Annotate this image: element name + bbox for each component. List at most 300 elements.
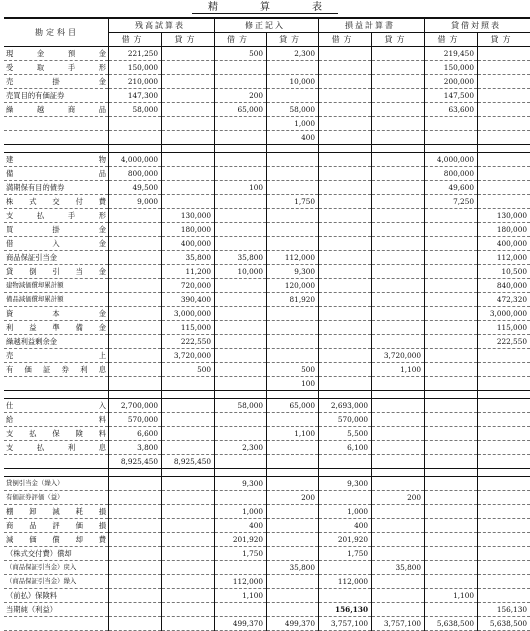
gap-cell (267, 469, 319, 477)
amount-cell: 3,720,000 (372, 349, 425, 363)
account-char: 売 (6, 351, 14, 360)
amount-cell (215, 209, 267, 223)
gap-cell (477, 145, 530, 153)
gap-cell (372, 469, 425, 477)
amount-cell (477, 547, 530, 561)
table-row (4, 603, 530, 617)
amount-cell (425, 603, 478, 617)
account-name (4, 237, 109, 251)
account-char: 資 (6, 309, 14, 318)
table-row (4, 413, 530, 427)
amount-cell (319, 181, 372, 195)
amount-cell (319, 279, 372, 293)
amount-cell (109, 293, 162, 307)
amount-cell (162, 153, 215, 167)
amount-cell (372, 377, 425, 391)
amount-cell (372, 153, 425, 167)
account-char: 備 (75, 323, 83, 332)
table-row (4, 533, 530, 547)
amount-cell (372, 209, 425, 223)
amount-cell (477, 505, 530, 519)
gap-cell (425, 145, 478, 153)
amount-cell (162, 181, 215, 195)
amount-cell (477, 153, 530, 167)
account-char: 備 (6, 169, 14, 178)
amount-cell (215, 603, 267, 617)
account-char: 料 (98, 415, 107, 424)
account-name (4, 265, 109, 279)
amount-cell: 180,000 (162, 223, 215, 237)
amount-cell (109, 321, 162, 335)
account-char: 費 (98, 535, 107, 544)
amount-cell (425, 363, 478, 377)
amount-cell: 100 (267, 377, 319, 391)
amount-cell (425, 223, 478, 237)
amount-cell: 2,300 (215, 441, 267, 455)
account-name-spread (6, 75, 108, 88)
amount-cell (372, 47, 425, 61)
amount-cell: 115,000 (162, 321, 215, 335)
amount-cell: 65,000 (267, 399, 319, 413)
table-row (4, 181, 530, 195)
worksheet-table (4, 17, 530, 631)
amount-cell: 200 (372, 491, 425, 505)
amount-cell: 58,000 (215, 399, 267, 413)
amount-cell (425, 307, 478, 321)
table-row (4, 617, 530, 631)
account-name-spread (6, 103, 108, 116)
amount-cell: 115,000 (477, 321, 530, 335)
amount-cell (477, 47, 530, 61)
amount-cell (109, 265, 162, 279)
account-name: 当期純（利益） (4, 603, 109, 617)
amount-cell: 2,693,000 (319, 399, 372, 413)
amount-cell (425, 251, 478, 265)
account-char: 預 (67, 49, 76, 58)
header-income-statement: 損益計算書 (319, 18, 425, 33)
amount-cell (162, 167, 215, 181)
amount-cell (267, 533, 319, 547)
amount-cell (109, 589, 162, 603)
amount-cell: 6,100 (319, 441, 372, 455)
amount-cell (162, 441, 215, 455)
amount-cell (215, 237, 267, 251)
table-row (4, 335, 530, 349)
table-row (4, 399, 530, 413)
amount-cell: 200 (267, 491, 319, 505)
amount-cell (477, 195, 530, 209)
amount-cell: 9,300 (267, 265, 319, 279)
account-name: 貸倒引当金（繰入） (4, 477, 109, 491)
amount-cell (267, 223, 319, 237)
amount-cell (109, 617, 162, 631)
account-char: 利 (67, 443, 76, 452)
amount-cell (267, 519, 319, 533)
account-char: 交 (52, 197, 60, 206)
account-char: 評 (52, 521, 60, 530)
amount-cell (267, 505, 319, 519)
amount-cell (109, 533, 162, 547)
account-name: 建物減価償却累計額 (4, 279, 109, 293)
account-char: 益 (29, 323, 37, 332)
amount-cell: 840,000 (477, 279, 530, 293)
account-char: 越 (36, 105, 45, 114)
header-debit: 借方 (319, 33, 372, 47)
account-char: 建 (6, 155, 14, 164)
amount-cell: 10,500 (477, 265, 530, 279)
amount-cell (425, 575, 478, 589)
account-char: 息 (98, 365, 107, 374)
amount-cell: 4,000,000 (109, 153, 162, 167)
amount-cell (319, 251, 372, 265)
amount-cell: 130,000 (162, 209, 215, 223)
amount-cell (372, 103, 425, 117)
amount-cell (267, 167, 319, 181)
amount-cell (162, 575, 215, 589)
account-char: 入 (98, 401, 107, 410)
account-char: 耗 (75, 507, 83, 516)
amount-cell (372, 195, 425, 209)
header-debit: 借方 (215, 33, 267, 47)
amount-cell (267, 237, 319, 251)
gap-cell (215, 469, 267, 477)
amount-cell (162, 377, 215, 391)
amount-cell: 1,100 (215, 589, 267, 603)
account-char: 準 (52, 323, 60, 332)
amount-cell (319, 47, 372, 61)
amount-cell: 112,000 (319, 575, 372, 589)
amount-cell (162, 491, 215, 505)
account-char: 商 (6, 521, 14, 530)
amount-cell (477, 589, 530, 603)
amount-cell (372, 441, 425, 455)
amount-cell (215, 61, 267, 75)
amount-cell (425, 491, 478, 505)
amount-cell (319, 61, 372, 75)
header-credit: 貸方 (267, 33, 319, 47)
amount-cell (319, 223, 372, 237)
amount-cell (477, 167, 530, 181)
account-char: 息 (98, 443, 107, 452)
account-name (4, 153, 109, 167)
amount-cell: 10,000 (267, 75, 319, 89)
account-char: 棚 (6, 507, 14, 516)
amount-cell (477, 131, 530, 145)
amount-cell (162, 117, 215, 131)
amount-cell (162, 413, 215, 427)
amount-cell: 5,500 (319, 427, 372, 441)
account-name (4, 47, 109, 61)
amount-cell (425, 349, 478, 363)
header-adjustments: 修正記入 (215, 18, 319, 33)
amount-cell (162, 399, 215, 413)
account-char: 倒 (29, 267, 37, 276)
amount-cell (425, 455, 478, 469)
account-char: 価 (29, 535, 37, 544)
amount-cell (162, 131, 215, 145)
account-char: 仕 (6, 401, 14, 410)
amount-cell (215, 75, 267, 89)
amount-cell (425, 399, 478, 413)
account-char: 買 (6, 225, 14, 234)
account-name (4, 61, 109, 75)
table-row (4, 131, 530, 145)
amount-cell (425, 237, 478, 251)
header-trial-balance: 残高試算表 (109, 18, 215, 33)
account-char: 損 (98, 521, 107, 530)
account-char: 物 (98, 155, 107, 164)
amount-cell (215, 131, 267, 145)
amount-cell (372, 505, 425, 519)
account-char: 利 (6, 323, 14, 332)
amount-cell: 201,920 (215, 533, 267, 547)
amount-cell: 58,000 (267, 103, 319, 117)
account-name (4, 209, 109, 223)
amount-cell (319, 293, 372, 307)
account-name (4, 363, 109, 377)
account-char: 貸 (6, 267, 14, 276)
header-credit: 貸方 (477, 33, 530, 47)
account-char: 価 (75, 521, 83, 530)
header-debit: 借方 (109, 33, 162, 47)
account-name (4, 321, 109, 335)
account-name (4, 617, 109, 631)
gap-cell (109, 145, 162, 153)
account-name: 売買目的有価証券 (4, 89, 109, 103)
account-name-spread (6, 413, 108, 426)
amount-cell (215, 455, 267, 469)
table-row (4, 455, 530, 469)
account-name (4, 103, 109, 117)
account-name-spread (6, 321, 108, 334)
amount-cell (372, 589, 425, 603)
table-row (4, 561, 530, 575)
account-name-spread (6, 223, 108, 236)
amount-cell (319, 561, 372, 575)
account-name (4, 349, 109, 363)
account-char: 券 (61, 365, 69, 374)
table-row (4, 505, 530, 519)
account-char: 却 (75, 535, 83, 544)
amount-cell: 147,300 (109, 89, 162, 103)
amount-cell (267, 61, 319, 75)
account-char: 減 (6, 535, 14, 544)
amount-cell: 120,000 (267, 279, 319, 293)
amount-cell (425, 413, 478, 427)
amount-cell: 8,925,450 (162, 455, 215, 469)
account-char: 形 (98, 63, 107, 72)
account-name (4, 427, 109, 441)
amount-cell: 400,000 (162, 237, 215, 251)
amount-cell (109, 363, 162, 377)
account-char: 払 (36, 443, 45, 452)
amount-cell (215, 349, 267, 363)
amount-cell (319, 335, 372, 349)
amount-cell (162, 75, 215, 89)
account-char: 掛 (52, 77, 60, 86)
account-char: 金 (98, 49, 107, 58)
header-credit: 貸方 (372, 33, 425, 47)
account-name-spread (6, 363, 108, 376)
amount-cell (372, 413, 425, 427)
sheet-title-text: 精 算 表 (192, 2, 338, 14)
gap-cell (267, 145, 319, 153)
amount-cell: 3,720,000 (162, 349, 215, 363)
gap-cell (425, 391, 478, 399)
amount-cell (162, 89, 215, 103)
amount-cell: 2,300 (267, 47, 319, 61)
gap-cell (215, 391, 267, 399)
table-row (4, 195, 530, 209)
amount-cell (319, 307, 372, 321)
table-row (4, 441, 530, 455)
table-row (4, 61, 530, 75)
account-name (4, 307, 109, 321)
amount-cell: 500 (215, 47, 267, 61)
amount-cell (319, 117, 372, 131)
amount-cell (109, 279, 162, 293)
amount-cell (372, 519, 425, 533)
account-char: 引 (52, 267, 60, 276)
account-name (4, 195, 109, 209)
amount-cell (162, 589, 215, 603)
account-char: 形 (98, 211, 107, 220)
amount-cell (319, 153, 372, 167)
amount-cell (477, 349, 530, 363)
amount-cell (425, 477, 478, 491)
amount-cell (109, 335, 162, 349)
amount-cell (477, 561, 530, 575)
amount-cell (477, 491, 530, 505)
gap-cell (162, 469, 215, 477)
account-name-spread (6, 399, 108, 412)
gap-cell (4, 391, 109, 399)
gap-cell (267, 391, 319, 399)
amount-cell: 3,000,000 (477, 307, 530, 321)
amount-cell (372, 279, 425, 293)
amount-cell: 9,300 (319, 477, 372, 491)
amount-cell (319, 237, 372, 251)
amount-cell (372, 237, 425, 251)
amount-cell: 201,920 (319, 533, 372, 547)
table-row (4, 519, 530, 533)
amount-cell (319, 89, 372, 103)
amount-cell (215, 293, 267, 307)
amount-cell (215, 335, 267, 349)
account-char: 手 (67, 211, 76, 220)
amount-cell (162, 617, 215, 631)
amount-cell (267, 547, 319, 561)
amount-cell: 219,450 (425, 47, 478, 61)
account-char: 金 (98, 225, 107, 234)
account-name (4, 75, 109, 89)
amount-cell (477, 455, 530, 469)
account-name (4, 117, 109, 131)
amount-cell (267, 413, 319, 427)
account-name-spread (6, 167, 108, 180)
section-gap (4, 145, 530, 153)
account-name (4, 377, 109, 391)
account-char: 険 (75, 429, 83, 438)
amount-cell (477, 75, 530, 89)
header-credit: 貸方 (162, 33, 215, 47)
amount-cell (109, 575, 162, 589)
account-name: （株式交付費）償却 (4, 547, 109, 561)
amount-cell (425, 561, 478, 575)
account-char: 償 (52, 535, 60, 544)
amount-cell: 35,800 (162, 251, 215, 265)
amount-cell (319, 75, 372, 89)
gap-cell (109, 391, 162, 399)
amount-cell (372, 89, 425, 103)
table-row (4, 589, 530, 603)
amount-cell: 10,000 (215, 265, 267, 279)
amount-cell (372, 399, 425, 413)
amount-cell: 49,500 (109, 181, 162, 195)
account-char: 受 (6, 63, 14, 72)
amount-cell (372, 265, 425, 279)
amount-cell (162, 547, 215, 561)
gap-cell (372, 145, 425, 153)
account-char: 価 (24, 365, 32, 374)
account-name-spread (6, 427, 108, 440)
account-name-spread (6, 47, 108, 60)
amount-cell: 800,000 (109, 167, 162, 181)
table-row (4, 279, 530, 293)
table-row (4, 153, 530, 167)
amount-cell: 112,000 (477, 251, 530, 265)
account-char: 給 (6, 415, 14, 424)
amount-cell (215, 363, 267, 377)
amount-cell (109, 547, 162, 561)
amount-cell (477, 181, 530, 195)
amount-cell (267, 307, 319, 321)
amount-cell (477, 399, 530, 413)
amount-cell (215, 195, 267, 209)
account-name (4, 519, 109, 533)
amount-cell (162, 533, 215, 547)
amount-cell (319, 321, 372, 335)
account-char: 費 (98, 197, 107, 206)
account-char: 金 (36, 49, 45, 58)
amount-cell (109, 519, 162, 533)
amount-cell (319, 377, 372, 391)
amount-cell (109, 131, 162, 145)
amount-cell (109, 477, 162, 491)
amount-cell: 7,250 (425, 195, 478, 209)
amount-cell (425, 519, 478, 533)
amount-cell (267, 441, 319, 455)
amount-cell: 4,000,000 (425, 153, 478, 167)
amount-cell: 100 (215, 181, 267, 195)
account-char: 掛 (52, 225, 60, 234)
account-name (4, 455, 109, 469)
account-char: 付 (75, 197, 83, 206)
amount-cell (215, 117, 267, 131)
table-row (4, 265, 530, 279)
gap-cell (109, 469, 162, 477)
account-char: 料 (98, 429, 107, 438)
amount-cell (372, 117, 425, 131)
amount-cell (267, 477, 319, 491)
amount-cell: 65,000 (215, 103, 267, 117)
amount-cell (215, 279, 267, 293)
amount-cell (372, 181, 425, 195)
amount-cell (109, 209, 162, 223)
amount-cell (372, 223, 425, 237)
amount-cell (109, 505, 162, 519)
table-row (4, 377, 530, 391)
